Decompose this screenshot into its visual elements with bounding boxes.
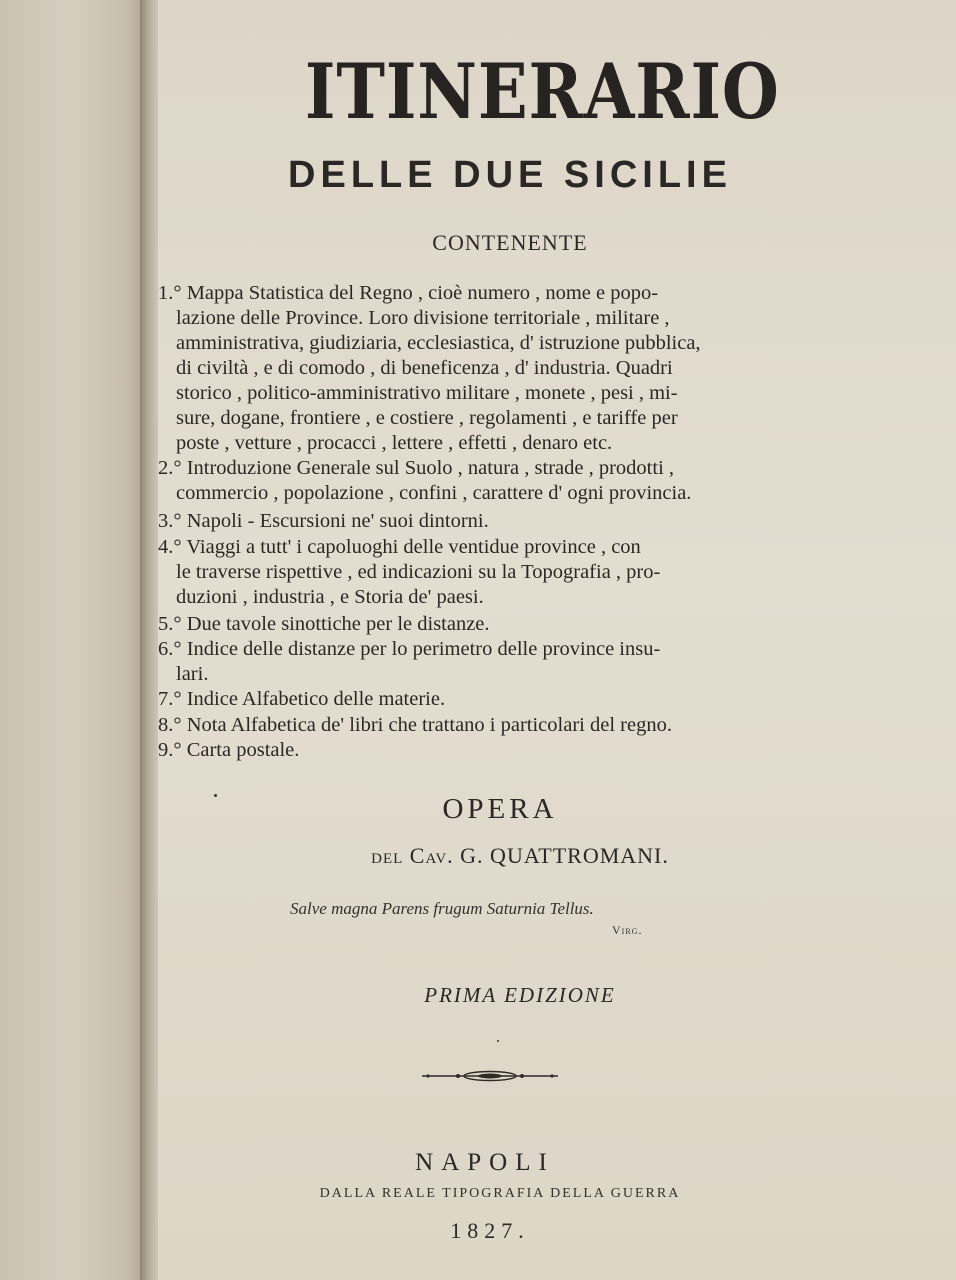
contents-line: lazione delle Province. Loro divisione territoriale , militare , [176, 307, 670, 329]
contents-line: 9.° Carta postale. [158, 739, 300, 761]
contents-line: duzioni , industria , e Storia de' paesi. [176, 586, 484, 608]
ink-speck [497, 1040, 499, 1042]
author-line: del Cav. G. QUATTROMANI. [371, 843, 669, 868]
facing-page [0, 0, 150, 1280]
contents-line: 4.° Viaggi a tutt' i capoluoghi delle ventidue province , con [158, 536, 641, 558]
contents-line: le traverse rispettive , ed indicazioni su la Topografia , pro- [176, 561, 661, 583]
contents-line: 1.° Mappa Statistica del Regno , cioè numero , nome e popo- [158, 282, 659, 304]
edition: PRIMA EDIZIONE [424, 983, 616, 1007]
ink-speck [214, 794, 217, 797]
motto: Salve magna Parens frugum Saturnia Tellus. [290, 899, 594, 918]
contents-heading: CONTENENTE [432, 230, 588, 255]
imprint-printer: DALLA REALE TIPOGRAFIA DELLA GUERRA [319, 1186, 681, 1201]
motto-source: Virg. [612, 923, 643, 937]
contents-line: lari. [176, 663, 209, 685]
imprint-year: 1827. [450, 1218, 530, 1243]
imprint-city: NAPOLI [415, 1149, 555, 1176]
contents-line: amministrativa, giudiziaria, ecclesiastica, d' istruzione pubblica, [176, 332, 701, 354]
ornament-rule-icon [420, 1068, 560, 1084]
contents-line: 6.° Indice delle distanze per lo perimetro delle province insu- [158, 638, 661, 660]
contents-line: 2.° Introduzione Generale sul Suolo , natura , strade , prodotti , [158, 457, 675, 479]
contents-line: di civiltà , e di comodo , di beneficenza , d' industria. Quadri [176, 357, 673, 379]
contents-line: 7.° Indice Alfabetico delle materie. [158, 688, 446, 710]
contents-line: 5.° Due tavole sinottiche per le distanze. [158, 613, 490, 635]
contents-line: storico , politico-amministrativo militare , monete , pesi , mi- [176, 382, 678, 404]
contents-line: poste , vetture , procacci , lettere , effetti , denaro etc. [176, 432, 613, 454]
opera-heading: OPERA [442, 793, 558, 825]
contents-line: 3.° Napoli - Escursioni ne' suoi dintorni. [158, 510, 489, 532]
book-title: ITINERARIO [304, 47, 780, 136]
book-subtitle: DELLE DUE SICILIE [288, 154, 732, 196]
contents-line: commercio , popolazione , confini , carattere d' ogni provincia. [176, 482, 692, 504]
contents-line: 8.° Nota Alfabetica de' libri che trattano i particolari del regno. [158, 714, 672, 736]
contents-line: sure, dogane, frontiere , e costiere , regolamenti , e tariffe per [176, 407, 678, 429]
